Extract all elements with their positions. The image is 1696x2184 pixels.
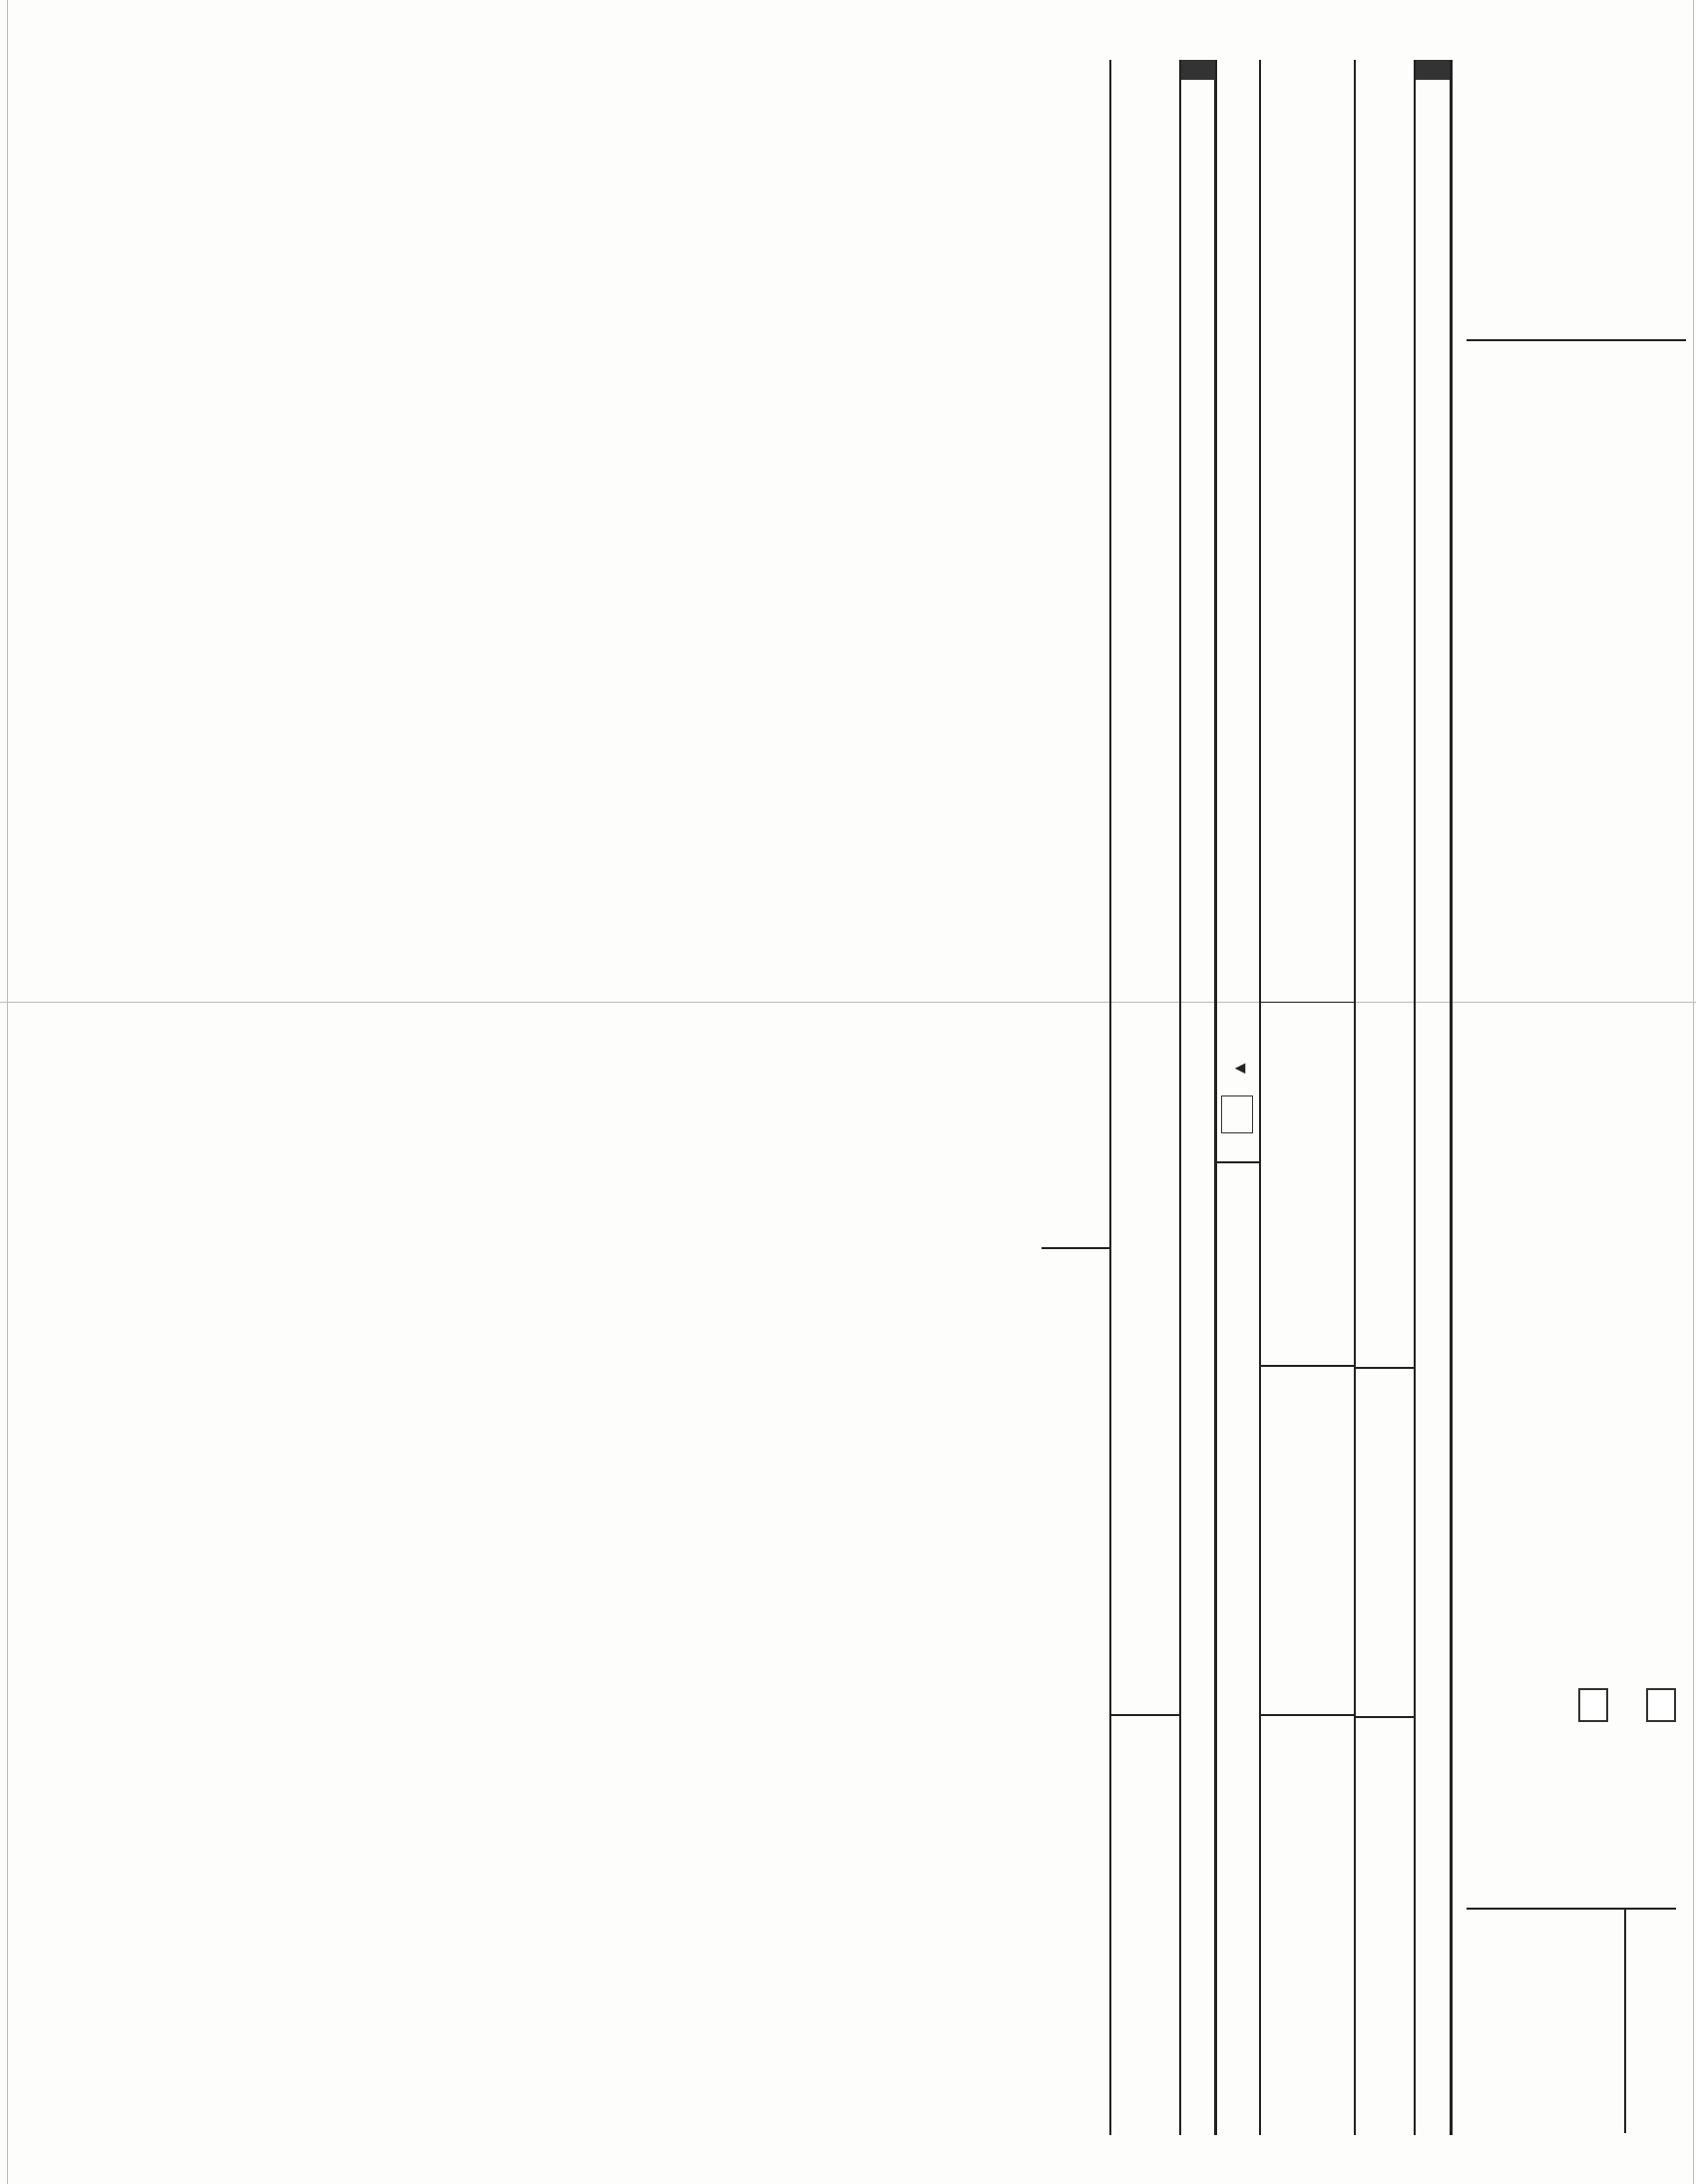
line2-field[interactable]	[1391, 1371, 1411, 1397]
void-checkbox[interactable]	[1646, 1688, 1676, 1722]
part2-title	[1181, 80, 1215, 102]
line5-field[interactable]	[1331, 1038, 1351, 1058]
line12-field[interactable]	[1087, 62, 1107, 72]
part1-header	[1416, 60, 1450, 96]
line10-field[interactable]	[1157, 62, 1177, 72]
line1-field[interactable]	[1391, 62, 1411, 88]
line9-field[interactable]	[1229, 1167, 1249, 1177]
line13-field[interactable]	[1087, 1253, 1107, 1263]
line6-field[interactable]	[1331, 1371, 1351, 1397]
corrected-checkbox[interactable]	[1578, 1688, 1608, 1722]
part2-header	[1181, 60, 1215, 102]
part2-tag	[1181, 60, 1215, 80]
line11-field[interactable]	[1157, 1720, 1177, 1730]
line4-field[interactable]	[1331, 62, 1351, 88]
line8-field	[1231, 62, 1251, 72]
part1-tag	[1416, 60, 1450, 80]
part1-title	[1416, 80, 1450, 96]
line7-field[interactable]	[1331, 1720, 1351, 1744]
line3-field[interactable]	[1391, 1720, 1411, 1730]
origin-arrow-icon: ▼	[1231, 1060, 1251, 1078]
line8-origin-code-box[interactable]	[1221, 1095, 1253, 1133]
